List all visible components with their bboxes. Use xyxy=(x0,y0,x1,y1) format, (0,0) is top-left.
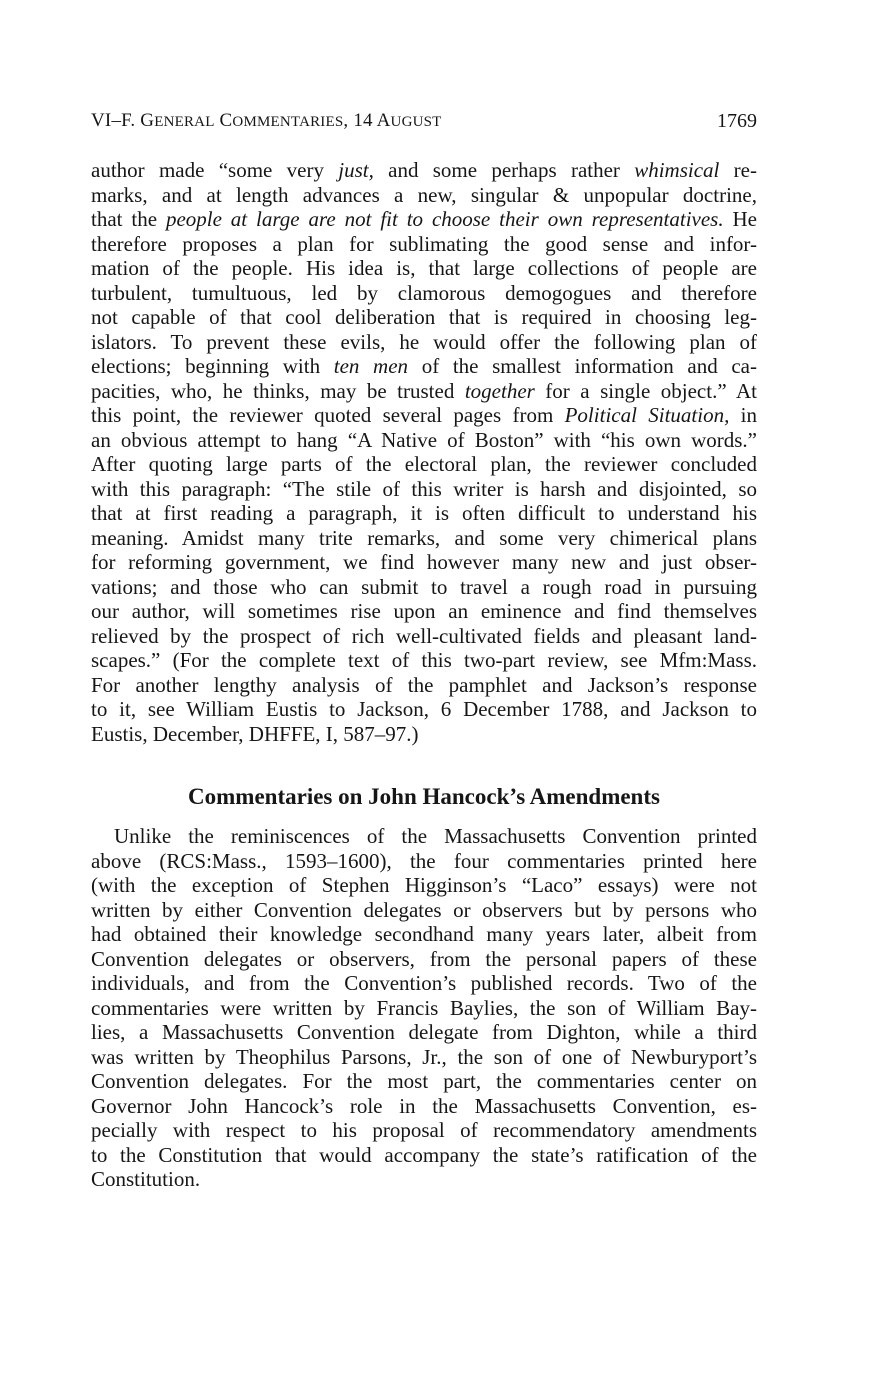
text-line: Unlike the reminiscences of the Massachusetts Convention printed xyxy=(114,824,757,848)
text-line: this point, the reviewer quoted several pages from Political Situation, in xyxy=(91,403,757,427)
page-number: 1769 xyxy=(717,110,757,132)
text-line: to it, see William Eustis to Jackson, 6 December 1788, and Jackson to xyxy=(91,697,757,721)
text-line: scapes.” (For the complete text of this two-part review, see Mfm:Mass. xyxy=(91,648,757,672)
text-line: had obtained their knowledge secondhand many years later, albeit from xyxy=(91,922,757,946)
running-head xyxy=(91,106,757,136)
running-head-title: VI–F. GENERAL COMMENTARIES, 14 AUGUST xyxy=(91,110,442,131)
text-line: Convention delegates. For the most part, the commentaries center on xyxy=(91,1069,757,1093)
body-paragraph-commentaries xyxy=(91,824,757,1192)
text-line: After quoting large parts of the electoral plan, the reviewer concluded xyxy=(91,452,757,476)
text-line: islators. To prevent these evils, he would offer the following plan of xyxy=(91,329,757,354)
text-line: with this paragraph: “The stile of this writer is harsh and disjointed, so xyxy=(91,476,757,501)
italic-text: whimsical xyxy=(634,158,720,182)
italic-text: Political Situation, xyxy=(564,403,730,427)
text-line: Eustis, December, DHFFE, I, 587–97.) xyxy=(91,721,419,746)
text-line: individuals, and from the Convention’s published records. Two of the xyxy=(91,971,757,995)
section-heading: Commentaries on John Hancock’s Amendments xyxy=(188,784,660,809)
text-line: written by either Convention delegates or observers but by persons who xyxy=(91,897,757,922)
text-line: commentaries were written by Francis Baylies, the son of William Bay- xyxy=(91,995,757,1020)
text-line: Constitution. xyxy=(91,1167,201,1191)
text-line: our author, will sometimes rise upon an eminence and find themselves xyxy=(91,599,757,623)
text-line: Convention delegates or observers, from the personal papers of these xyxy=(91,946,757,971)
text-line: was written by Theophilus Parsons, Jr., the son of one of Newburyport’s xyxy=(91,1044,757,1069)
text-line: elections; beginning with ten men of the smallest information and ca- xyxy=(91,354,758,378)
text-line: an obvious attempt to hang “A Native of Boston” with “his own words.” xyxy=(91,427,757,452)
text-line: for reforming government, we find however many new and just obser- xyxy=(91,550,757,574)
text-line: pecially with respect to his proposal of recommendatory amendments xyxy=(91,1118,757,1142)
text-line: mation of the people. His idea is, that large collections of people are xyxy=(91,256,757,280)
italic-text: just, xyxy=(338,158,374,182)
text-line: relieved by the prospect of rich well-cultivated fields and pleasant land- xyxy=(91,623,757,648)
text-line: not capable of that cool deliberation that is required in choosing leg- xyxy=(91,305,757,329)
italic-text: together xyxy=(464,378,535,403)
text-line: pacities, who, he thinks, may be trusted together for a single object.” At xyxy=(91,378,757,403)
text-line: (with the exception of Stephen Higginson’s “Laco” essays) were not xyxy=(91,873,757,897)
body-paragraph-review xyxy=(91,158,757,746)
text-line: vations; and those who can submit to travel a rough road in pursuing xyxy=(91,574,757,599)
italic-text: ten men xyxy=(333,354,409,378)
text-line: that the people at large are not fit to choose their own representatives. He xyxy=(91,207,757,231)
text-line: For another lengthy analysis of the pamphlet and Jackson’s response xyxy=(91,672,757,697)
italic-text: people at large are not fit to choose their own representatives. xyxy=(165,207,724,231)
text-line: therefore proposes a plan for sublimating the good sense and infor- xyxy=(91,231,757,256)
text-line: marks, and at length advances a new, singular & unpopular doctrine, xyxy=(91,182,757,207)
text-line: meaning. Amidst many trite remarks, and some very chimerical plans xyxy=(91,525,757,550)
text-line: to the Constitution that would accompany the state’s ratification of the xyxy=(91,1142,757,1167)
text-line: Governor John Hancock’s role in the Massachusetts Convention, es- xyxy=(91,1093,757,1118)
text-line: author made “some very just, and some perhaps rather whimsical re- xyxy=(91,158,757,182)
text-line: that at first reading a paragraph, it is often difficult to understand his xyxy=(91,501,757,525)
text-line: above (RCS:Mass., 1593–1600), the four commentaries printed here xyxy=(91,848,757,873)
text-line: lies, a Massachusetts Convention delegate from Dighton, while a third xyxy=(91,1020,757,1044)
text-line: turbulent, tumultuous, led by clamorous demogogues and therefore xyxy=(91,280,757,305)
